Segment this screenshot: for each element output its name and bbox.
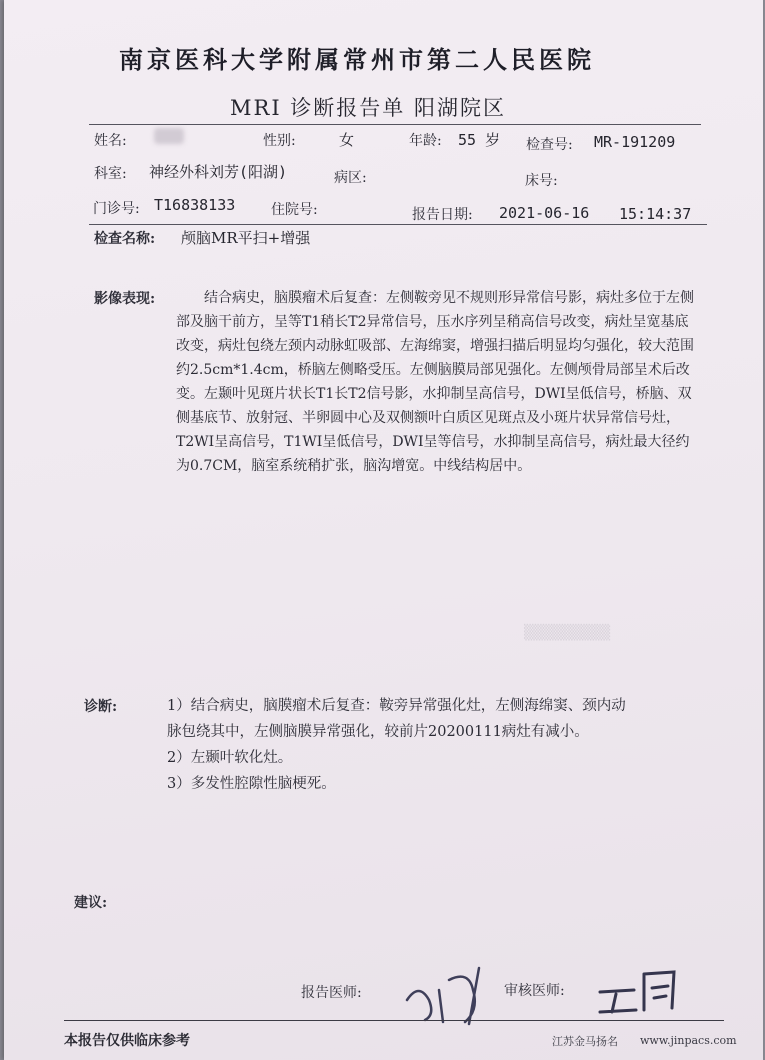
reporter-label: 报告医师:: [301, 985, 362, 1001]
footer-note: 本报告仅供临床参考: [64, 1033, 190, 1049]
age-label: 年龄:: [409, 133, 442, 149]
footer-url: www.jinpacs.com: [640, 1034, 737, 1047]
exam-name-value: 颅脑MR平扫+增强: [181, 229, 311, 247]
exam-no-label: 检查号:: [526, 137, 573, 153]
name-label: 姓名:: [94, 133, 127, 149]
diagnosis-item-1: 1）结合病史，脑膜瘤术后复查：鞍旁异常强化灶，左侧海绵窦、颈内动: [167, 698, 626, 714]
report-time-value: 15:14:37: [619, 205, 692, 223]
clinic-no-value: T16838133: [154, 196, 236, 214]
findings-paragraph: 结合病史，脑膜瘤术后复查：左侧鞍旁见不规则形异常信号影，病灶多位于左侧部及脑干前方，呈等T1稍长T2异常信号，压水序列呈稍高信号改变，病灶呈宽基底改变，病灶包绕左颈内动脉虹吸部、左海绵窦，增强扫描后明显均匀强化，较大范围约2.5cm*1.4cm，桥脑左侧略受压。左侧脑膜局部见强化。左侧颅骨局部呈术后改变。左颞叶见斑片状长T1长T2信号影，水抑制呈高信号，DWI呈低信号，桥脑、双侧基底节、放射冠、半卵圆中心及双侧额叶白质区见斑点及小斑片状异常信号灶，T2WI呈高信号，T1WI呈低信号，DWI呈等信号，水抑制呈高信号，病灶最大径约为0.7CM，脑室系统稍扩张，脑沟增宽。中线结构居中。: [176, 290, 694, 474]
header-divider-top: [89, 124, 701, 125]
exam-no-value: MR-191209: [594, 133, 676, 151]
sex-label: 性别:: [263, 133, 296, 149]
clinic-no-label: 门诊号:: [93, 201, 140, 217]
diagnosis-label: 诊断:: [84, 699, 118, 715]
footer-printer: 江苏金马扬名: [552, 1035, 618, 1048]
report-date-value: 2021-06-16: [499, 204, 590, 222]
dept-value: 神经外科刘芳(阳湖): [149, 163, 288, 181]
reviewer-signature: [594, 960, 689, 1020]
report-date-label: 报告日期:: [412, 207, 473, 223]
age-value: 55 岁: [458, 131, 501, 149]
footer-divider: [64, 1020, 724, 1021]
sex-value: 女: [339, 131, 355, 149]
diagnosis-item-2: 2）左颞叶软化灶。: [167, 750, 293, 766]
report-title: MRI 诊断报告单 阳湖院区: [230, 96, 506, 120]
diagnosis-item-1-cont: 脉包绕其中，左侧脑膜异常强化，较前片20200111病灶有减小。: [167, 724, 589, 740]
name-redacted: [154, 128, 184, 144]
reviewer-label: 审核医师:: [504, 983, 565, 999]
ward-label: 病区:: [334, 170, 367, 186]
diagnosis-item-3: 3）多发性腔隙性脑梗死。: [167, 776, 336, 792]
dept-label: 科室:: [94, 166, 127, 182]
findings-text: [176, 286, 696, 478]
report-paper: [4, 0, 763, 1060]
faded-stamp-mark: ▒▒▒▒▒▒▒▒: [524, 625, 611, 641]
suggestion-label: 建议:: [74, 895, 108, 911]
bed-label: 床号:: [525, 173, 558, 189]
exam-name-label: 检查名称:: [94, 231, 156, 247]
hospital-name: 南京医科大学附属常州市第二人民医院: [119, 45, 595, 74]
inpatient-label: 住院号:: [271, 202, 318, 218]
findings-label: 影像表现:: [94, 291, 156, 307]
header-divider-bottom: [89, 224, 707, 225]
